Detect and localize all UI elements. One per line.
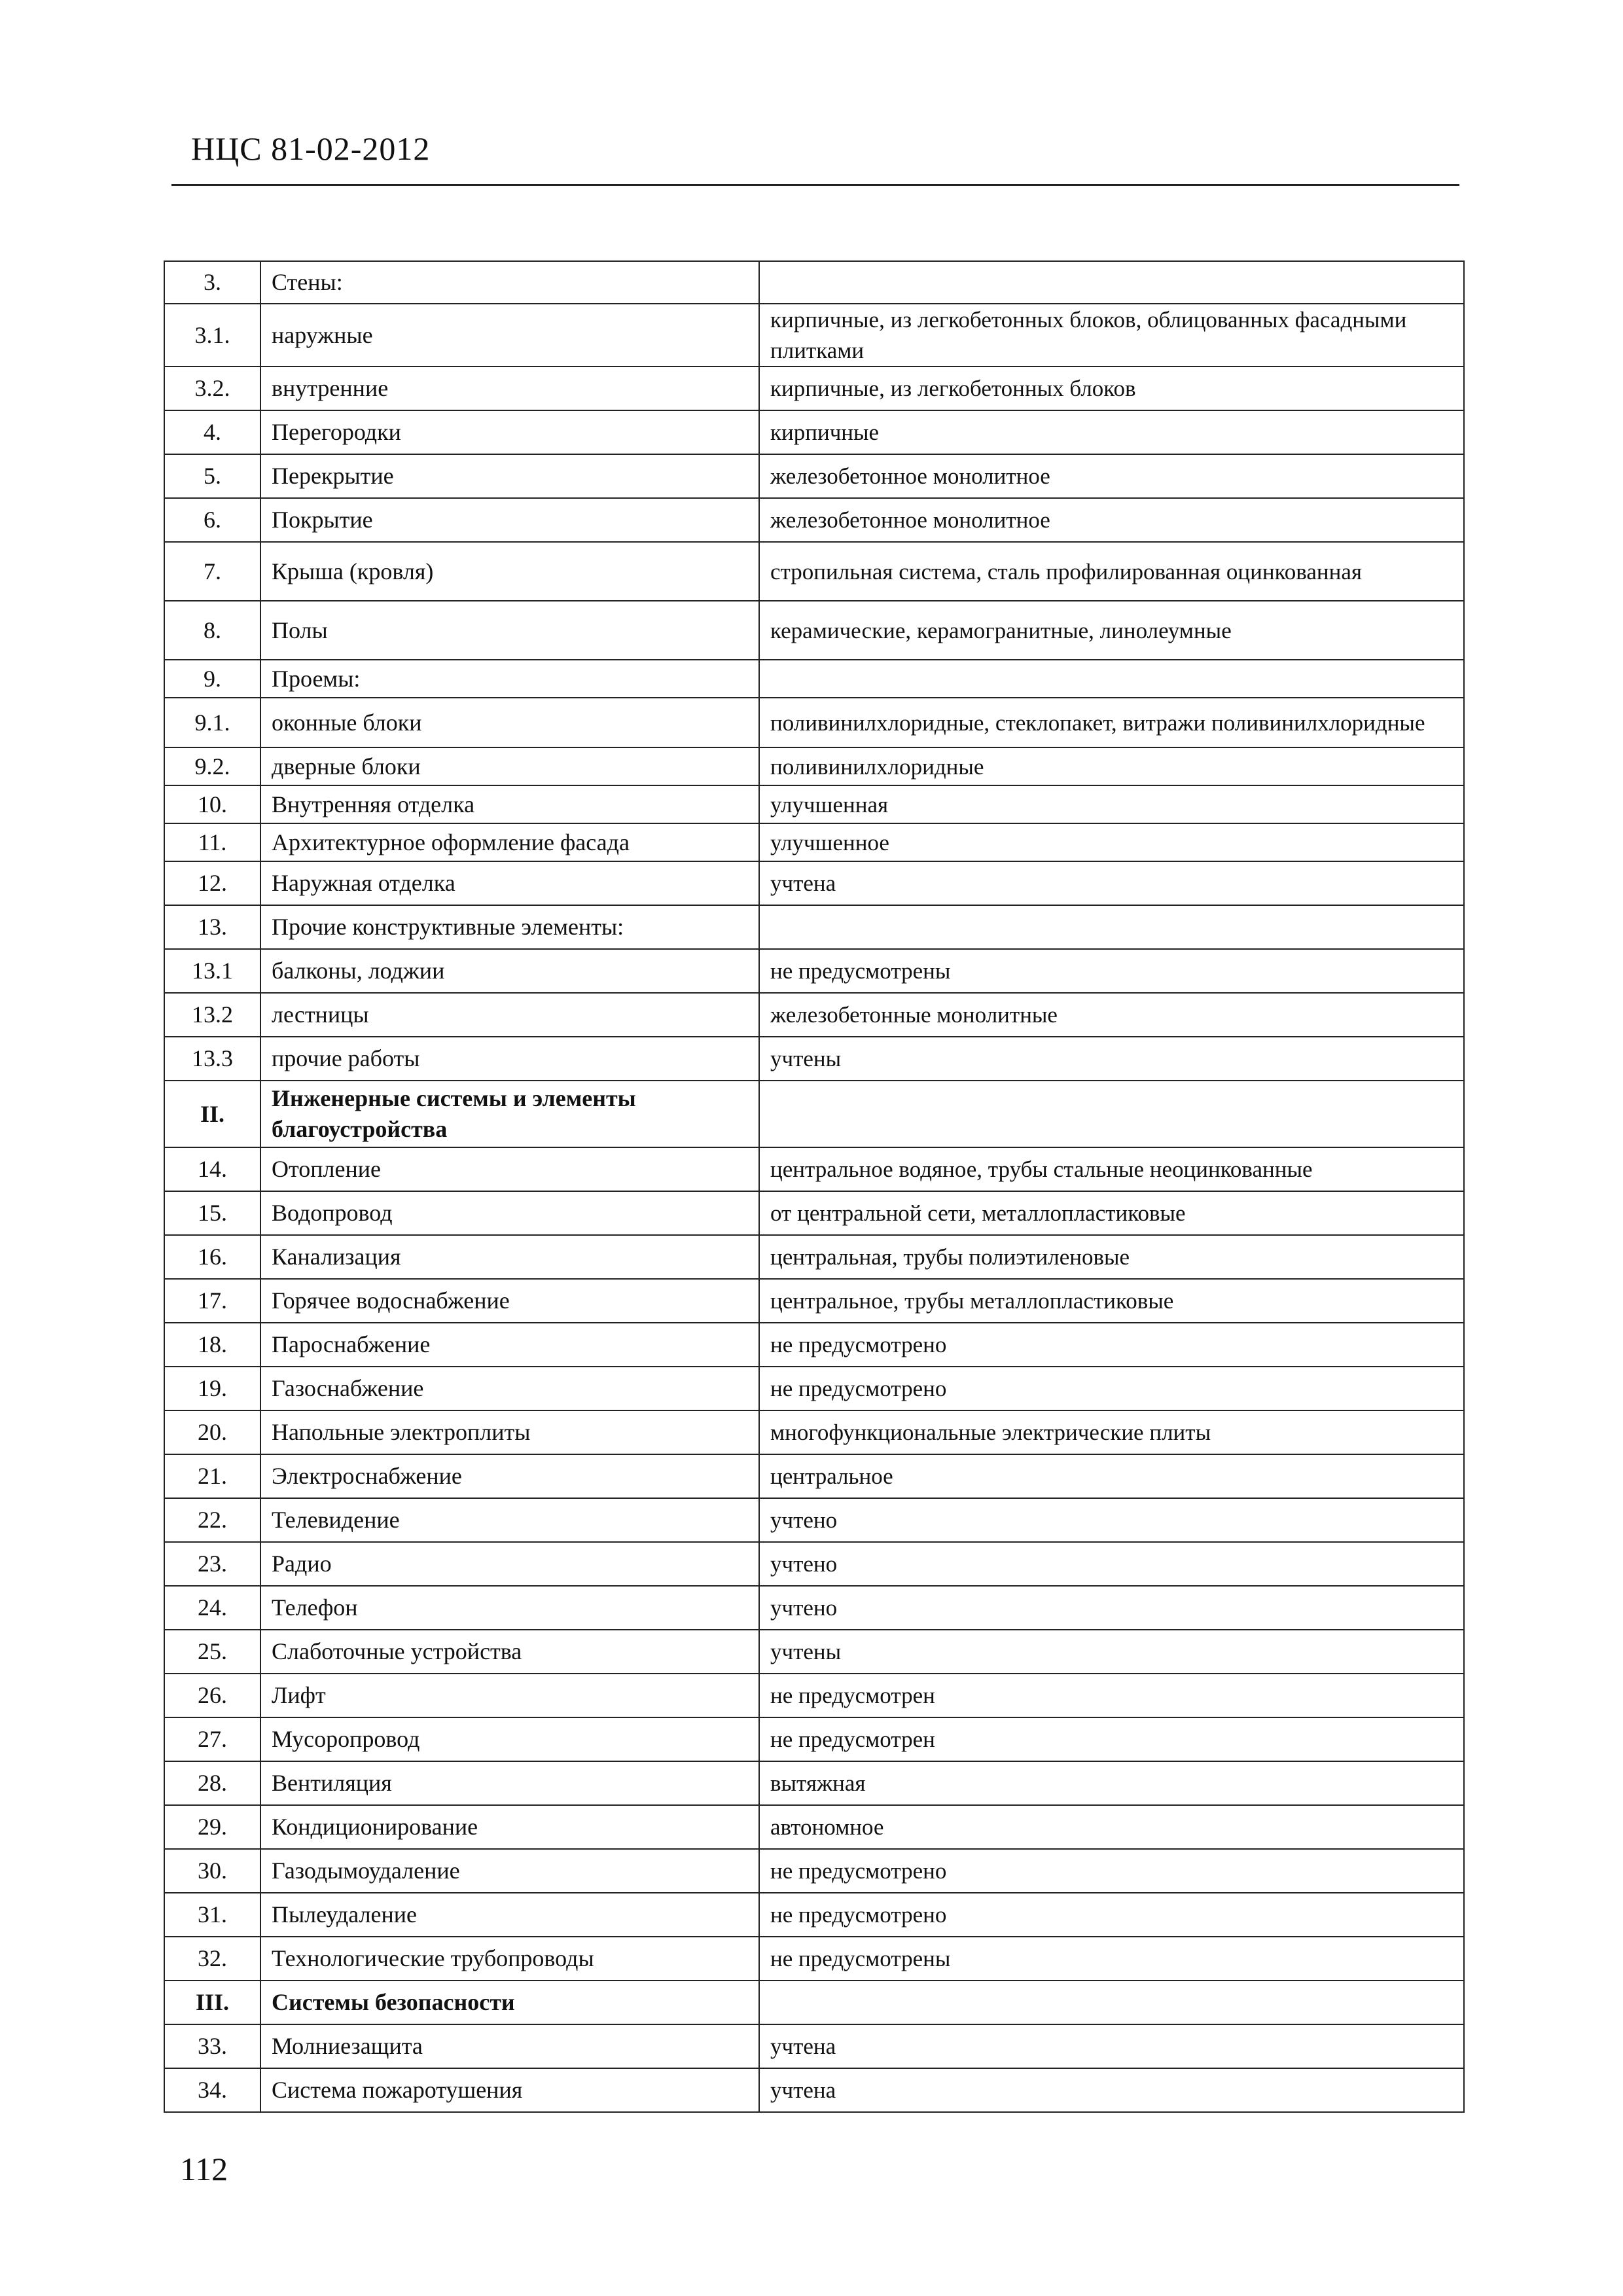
item-value-cell: улучшенная <box>759 785 1464 823</box>
table-row <box>164 498 1464 542</box>
row-number-cell: 13.1 <box>164 949 260 993</box>
item-value-cell: центральное водяное, трубы стальные неоцинкованные <box>759 1147 1464 1191</box>
item-value-cell: кирпичные, из легкобетонных блоков <box>759 367 1464 410</box>
row-number-cell: 9.2. <box>164 747 260 785</box>
table-row <box>164 1674 1464 1717</box>
item-name-cell: Телевидение <box>260 1498 759 1542</box>
row-number-cell: 5. <box>164 454 260 498</box>
table-row <box>164 1147 1464 1191</box>
row-number-cell: III. <box>164 1981 260 2024</box>
item-value-cell <box>759 1981 1464 2024</box>
table-row <box>164 1037 1464 1081</box>
table-row <box>164 861 1464 905</box>
item-name-cell: Покрытие <box>260 498 759 542</box>
table-row <box>164 660 1464 698</box>
table-row <box>164 542 1464 601</box>
table-row <box>164 1454 1464 1498</box>
table-row <box>164 1586 1464 1630</box>
item-name-cell: Напольные электроплиты <box>260 1410 759 1454</box>
item-name-cell: Телефон <box>260 1586 759 1630</box>
row-number-cell: 3.2. <box>164 367 260 410</box>
item-value-cell: железобетонные монолитные <box>759 993 1464 1037</box>
page-number: 112 <box>180 2151 228 2187</box>
item-name-cell: Отопление <box>260 1147 759 1191</box>
table-row <box>164 304 1464 367</box>
item-name-cell: Слаботочные устройства <box>260 1630 759 1674</box>
item-name-cell: Перегородки <box>260 410 759 454</box>
item-value-cell: автономное <box>759 1805 1464 1849</box>
item-value-cell: многофункциональные электрические плиты <box>759 1410 1464 1454</box>
item-name-cell: Лифт <box>260 1674 759 1717</box>
table-row <box>164 1323 1464 1367</box>
item-value-cell <box>759 1081 1464 1147</box>
table-row <box>164 1805 1464 1849</box>
row-number-cell: 16. <box>164 1235 260 1279</box>
table-row <box>164 410 1464 454</box>
item-value-cell: не предусмотрено <box>759 1367 1464 1410</box>
table-row <box>164 1279 1464 1323</box>
item-value-cell <box>759 261 1464 304</box>
item-name-cell: Система пожаротушения <box>260 2068 759 2112</box>
row-number-cell: 19. <box>164 1367 260 1410</box>
item-name-cell: балконы, лоджии <box>260 949 759 993</box>
item-value-cell: не предусмотрены <box>759 1937 1464 1981</box>
table-row <box>164 949 1464 993</box>
row-number-cell: II. <box>164 1081 260 1147</box>
item-name-cell: лестницы <box>260 993 759 1037</box>
table-row <box>164 823 1464 861</box>
item-name-cell: Вентиляция <box>260 1761 759 1805</box>
item-name-cell: Канализация <box>260 1235 759 1279</box>
item-value-cell: учтены <box>759 1037 1464 1081</box>
row-number-cell: 13. <box>164 905 260 949</box>
item-value-cell: центральное <box>759 1454 1464 1498</box>
table-row <box>164 367 1464 410</box>
table-row <box>164 2068 1464 2112</box>
item-name-cell: внутренние <box>260 367 759 410</box>
table-row <box>164 1630 1464 1674</box>
table-row <box>164 1367 1464 1410</box>
item-value-cell: не предусмотрен <box>759 1717 1464 1761</box>
item-value-cell: железобетонное монолитное <box>759 498 1464 542</box>
row-number-cell: 12. <box>164 861 260 905</box>
row-number-cell: 17. <box>164 1279 260 1323</box>
item-name-cell: Пароснабжение <box>260 1323 759 1367</box>
row-number-cell: 3.1. <box>164 304 260 367</box>
row-number-cell: 4. <box>164 410 260 454</box>
item-value-cell: стропильная система, сталь профилированная оцинкованная <box>759 542 1464 601</box>
table-row <box>164 1235 1464 1279</box>
table-row <box>164 1849 1464 1893</box>
row-number-cell: 25. <box>164 1630 260 1674</box>
row-number-cell: 18. <box>164 1323 260 1367</box>
row-number-cell: 26. <box>164 1674 260 1717</box>
item-name-cell: прочие работы <box>260 1037 759 1081</box>
item-name-cell: Газоснабжение <box>260 1367 759 1410</box>
row-number-cell: 22. <box>164 1498 260 1542</box>
row-number-cell: 8. <box>164 601 260 660</box>
row-number-cell: 9.1. <box>164 698 260 747</box>
item-value-cell: железобетонное монолитное <box>759 454 1464 498</box>
item-name-cell: Водопровод <box>260 1191 759 1235</box>
item-value-cell: керамические, керамогранитные, линолеумные <box>759 601 1464 660</box>
item-value-cell: не предусмотрено <box>759 1323 1464 1367</box>
table-row <box>164 698 1464 747</box>
table-row <box>164 1937 1464 1981</box>
item-name-cell: Крыша (кровля) <box>260 542 759 601</box>
row-number-cell: 21. <box>164 1454 260 1498</box>
row-number-cell: 27. <box>164 1717 260 1761</box>
item-name-cell: Прочие конструктивные элементы: <box>260 905 759 949</box>
item-value-cell: вытяжная <box>759 1761 1464 1805</box>
item-value-cell: поливинилхлоридные <box>759 747 1464 785</box>
specifications-table <box>164 260 1465 2113</box>
row-number-cell: 7. <box>164 542 260 601</box>
row-number-cell: 3. <box>164 261 260 304</box>
item-value-cell: учтено <box>759 1542 1464 1586</box>
item-value-cell: учтены <box>759 1630 1464 1674</box>
item-name-cell: Инженерные системы и элементы благоустройства <box>260 1081 759 1147</box>
item-name-cell: Электроснабжение <box>260 1454 759 1498</box>
row-number-cell: 11. <box>164 823 260 861</box>
row-number-cell: 6. <box>164 498 260 542</box>
table-row <box>164 1498 1464 1542</box>
item-value-cell: учтена <box>759 2024 1464 2068</box>
item-value-cell: улучшенное <box>759 823 1464 861</box>
table-row <box>164 601 1464 660</box>
row-number-cell: 15. <box>164 1191 260 1235</box>
item-name-cell: Радио <box>260 1542 759 1586</box>
item-name-cell: Полы <box>260 601 759 660</box>
table-row <box>164 993 1464 1037</box>
item-value-cell: центральное, трубы металлопластиковые <box>759 1279 1464 1323</box>
table-row <box>164 905 1464 949</box>
item-value-cell: учтена <box>759 861 1464 905</box>
item-value-cell <box>759 660 1464 698</box>
table-row <box>164 261 1464 304</box>
item-name-cell: Стены: <box>260 261 759 304</box>
table-row <box>164 1081 1464 1147</box>
item-value-cell: кирпичные, из легкобетонных блоков, облицованных фасадными плитками <box>759 304 1464 367</box>
item-value-cell: не предусмотрено <box>759 1849 1464 1893</box>
item-name-cell: Мусоропровод <box>260 1717 759 1761</box>
table-body <box>164 261 1464 2112</box>
item-name-cell: Системы безопасности <box>260 1981 759 2024</box>
row-number-cell: 30. <box>164 1849 260 1893</box>
item-name-cell: Кондиционирование <box>260 1805 759 1849</box>
document-code: НЦС 81-02-2012 <box>191 130 431 167</box>
item-name-cell: Молниезащита <box>260 2024 759 2068</box>
table-row <box>164 1761 1464 1805</box>
table-row <box>164 1981 1464 2024</box>
item-name-cell: дверные блоки <box>260 747 759 785</box>
item-value-cell: учтена <box>759 2068 1464 2112</box>
header-divider <box>171 184 1459 186</box>
row-number-cell: 33. <box>164 2024 260 2068</box>
item-value-cell: не предусмотрено <box>759 1893 1464 1937</box>
item-name-cell: Внутренняя отделка <box>260 785 759 823</box>
item-value-cell: учтено <box>759 1586 1464 1630</box>
table-row <box>164 454 1464 498</box>
table-row <box>164 1893 1464 1937</box>
item-value-cell: не предусмотрены <box>759 949 1464 993</box>
item-value-cell: не предусмотрен <box>759 1674 1464 1717</box>
item-name-cell: Пылеудаление <box>260 1893 759 1937</box>
item-name-cell: Наружная отделка <box>260 861 759 905</box>
row-number-cell: 20. <box>164 1410 260 1454</box>
item-name-cell: Перекрытие <box>260 454 759 498</box>
table-row <box>164 1717 1464 1761</box>
item-name-cell: оконные блоки <box>260 698 759 747</box>
item-name-cell: Газодымоудаление <box>260 1849 759 1893</box>
row-number-cell: 29. <box>164 1805 260 1849</box>
row-number-cell: 24. <box>164 1586 260 1630</box>
item-name-cell: наружные <box>260 304 759 367</box>
item-name-cell: Архитектурное оформление фасада <box>260 823 759 861</box>
table-row <box>164 747 1464 785</box>
table-row <box>164 1410 1464 1454</box>
table-row <box>164 1542 1464 1586</box>
table-row <box>164 1191 1464 1235</box>
row-number-cell: 14. <box>164 1147 260 1191</box>
row-number-cell: 13.2 <box>164 993 260 1037</box>
table-row <box>164 2024 1464 2068</box>
item-value-cell: от центральной сети, металлопластиковые <box>759 1191 1464 1235</box>
item-value-cell <box>759 905 1464 949</box>
row-number-cell: 34. <box>164 2068 260 2112</box>
table-row <box>164 785 1464 823</box>
item-name-cell: Проемы: <box>260 660 759 698</box>
row-number-cell: 10. <box>164 785 260 823</box>
row-number-cell: 32. <box>164 1937 260 1981</box>
row-number-cell: 13.3 <box>164 1037 260 1081</box>
item-value-cell: поливинилхлоридные, стеклопакет, витражи поливинилхлоридные <box>759 698 1464 747</box>
row-number-cell: 31. <box>164 1893 260 1937</box>
item-value-cell: учтено <box>759 1498 1464 1542</box>
row-number-cell: 23. <box>164 1542 260 1586</box>
item-name-cell: Горячее водоснабжение <box>260 1279 759 1323</box>
item-name-cell: Технологические трубопроводы <box>260 1937 759 1981</box>
item-value-cell: центральная, трубы полиэтиленовые <box>759 1235 1464 1279</box>
row-number-cell: 9. <box>164 660 260 698</box>
item-value-cell: кирпичные <box>759 410 1464 454</box>
row-number-cell: 28. <box>164 1761 260 1805</box>
